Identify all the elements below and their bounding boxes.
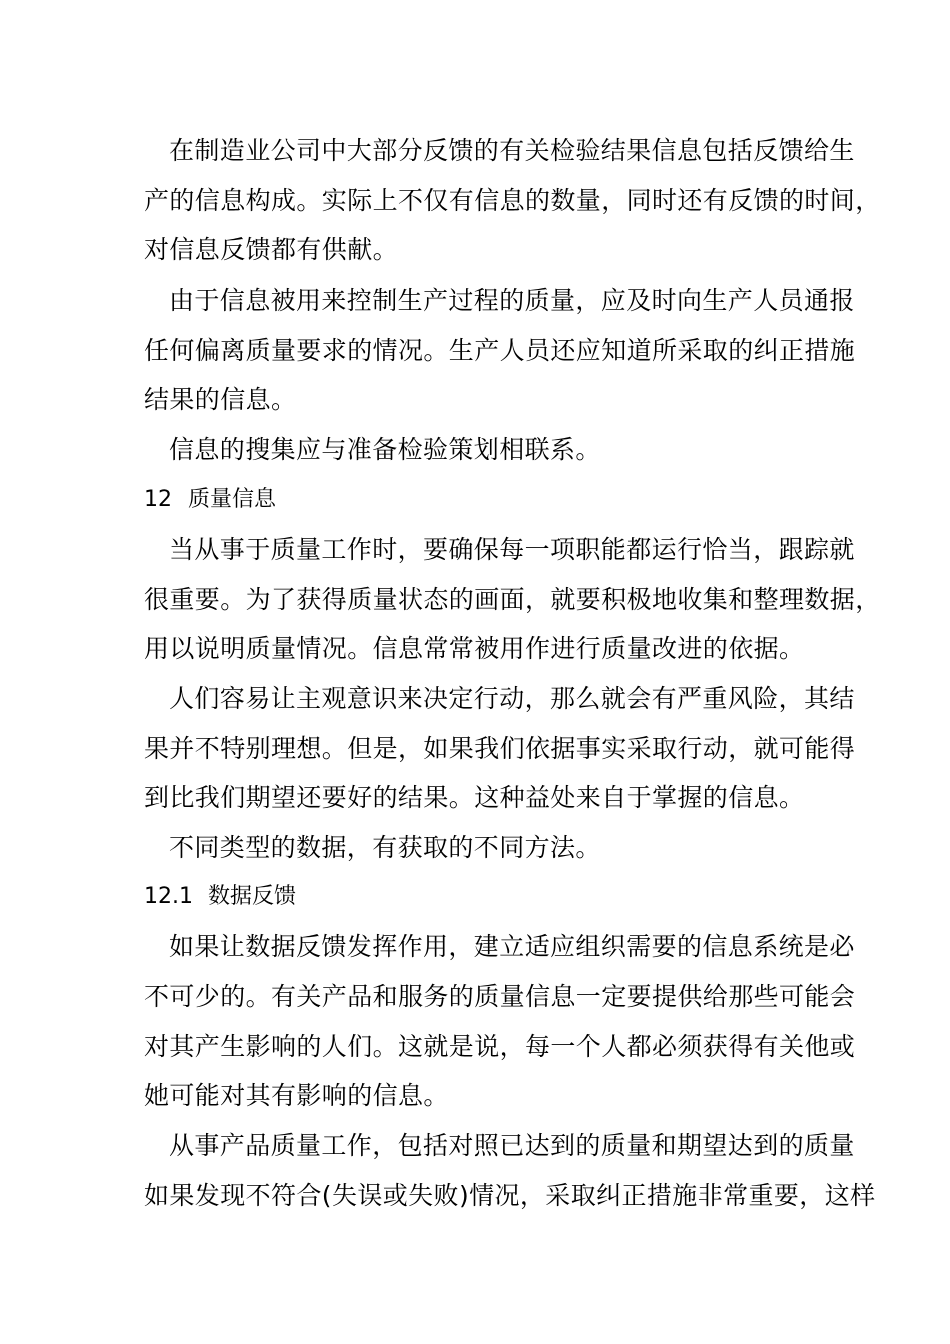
paragraph-4-line-3: 用以说明质量情况。信息常常被用作进行质量改进的依据。 bbox=[144, 634, 805, 663]
paragraph-5-line-3: 到比我们期望还要好的结果。这种益处来自于掌握的信息。 bbox=[144, 783, 805, 812]
paragraph-5-line-1: 人们容易让主观意识来决定行动，那么就会有严重风险，其结 bbox=[169, 684, 855, 713]
section-number: 12 bbox=[144, 487, 172, 512]
paragraph-5-line-2: 果并不特别理想。但是，如果我们依据事实采取行动，就可能得 bbox=[144, 734, 856, 763]
paragraph-7-line-1: 如果让数据反馈发挥作用，建立适应组织需要的信息系统是必 bbox=[169, 932, 855, 961]
section-title: 数据反馈 bbox=[208, 884, 297, 909]
section-heading-12 bbox=[144, 483, 276, 517]
paragraph-8-line-2: 如果发现不符合(失误或失败)情况，采取纠正措施非常重要，这样 bbox=[144, 1181, 876, 1210]
paragraph-1-line-1: 在制造业公司中大部分反馈的有关检验结果信息包括反馈给生 bbox=[169, 136, 855, 165]
section-heading-12-1 bbox=[144, 880, 296, 914]
paragraph-7-line-4: 她可能对其有影响的信息。 bbox=[144, 1081, 449, 1110]
paragraph-2-line-2: 任何偏离质量要求的情况。生产人员还应知道所采取的纠正措施 bbox=[144, 336, 856, 365]
paragraph-1-line-3: 对信息反馈都有供献。 bbox=[144, 235, 399, 264]
paragraph-7-line-2: 不可少的。有关产品和服务的质量信息一定要提供给那些可能会 bbox=[144, 982, 856, 1011]
section-number: 12.1 bbox=[144, 884, 193, 909]
paragraph-3-line-1: 信息的搜集应与准备检验策划相联系。 bbox=[169, 435, 601, 464]
paragraph-1-line-2: 产的信息构成。实际上不仅有信息的数量，同时还有反馈的时间， bbox=[144, 186, 881, 215]
paragraph-6-line-1: 不同类型的数据，有获取的不同方法。 bbox=[169, 833, 601, 862]
paragraph-4-line-2: 很重要。为了获得质量状态的画面，就要积极地收集和整理数据， bbox=[144, 585, 881, 614]
paragraph-7-line-3: 对其产生影响的人们。这就是说，每一个人都必须获得有关他或 bbox=[144, 1032, 856, 1061]
section-title: 质量信息 bbox=[188, 487, 277, 512]
paragraph-4-line-1: 当从事于质量工作时，要确保每一项职能都运行恰当，跟踪就 bbox=[169, 535, 855, 564]
paragraph-2-line-1: 由于信息被用来控制生产过程的质量，应及时向生产人员通报 bbox=[169, 286, 855, 315]
paragraph-2-line-3: 结果的信息。 bbox=[144, 385, 297, 414]
paragraph-8-line-1: 从事产品质量工作，包括对照已达到的质量和期望达到的质量 bbox=[169, 1131, 855, 1160]
